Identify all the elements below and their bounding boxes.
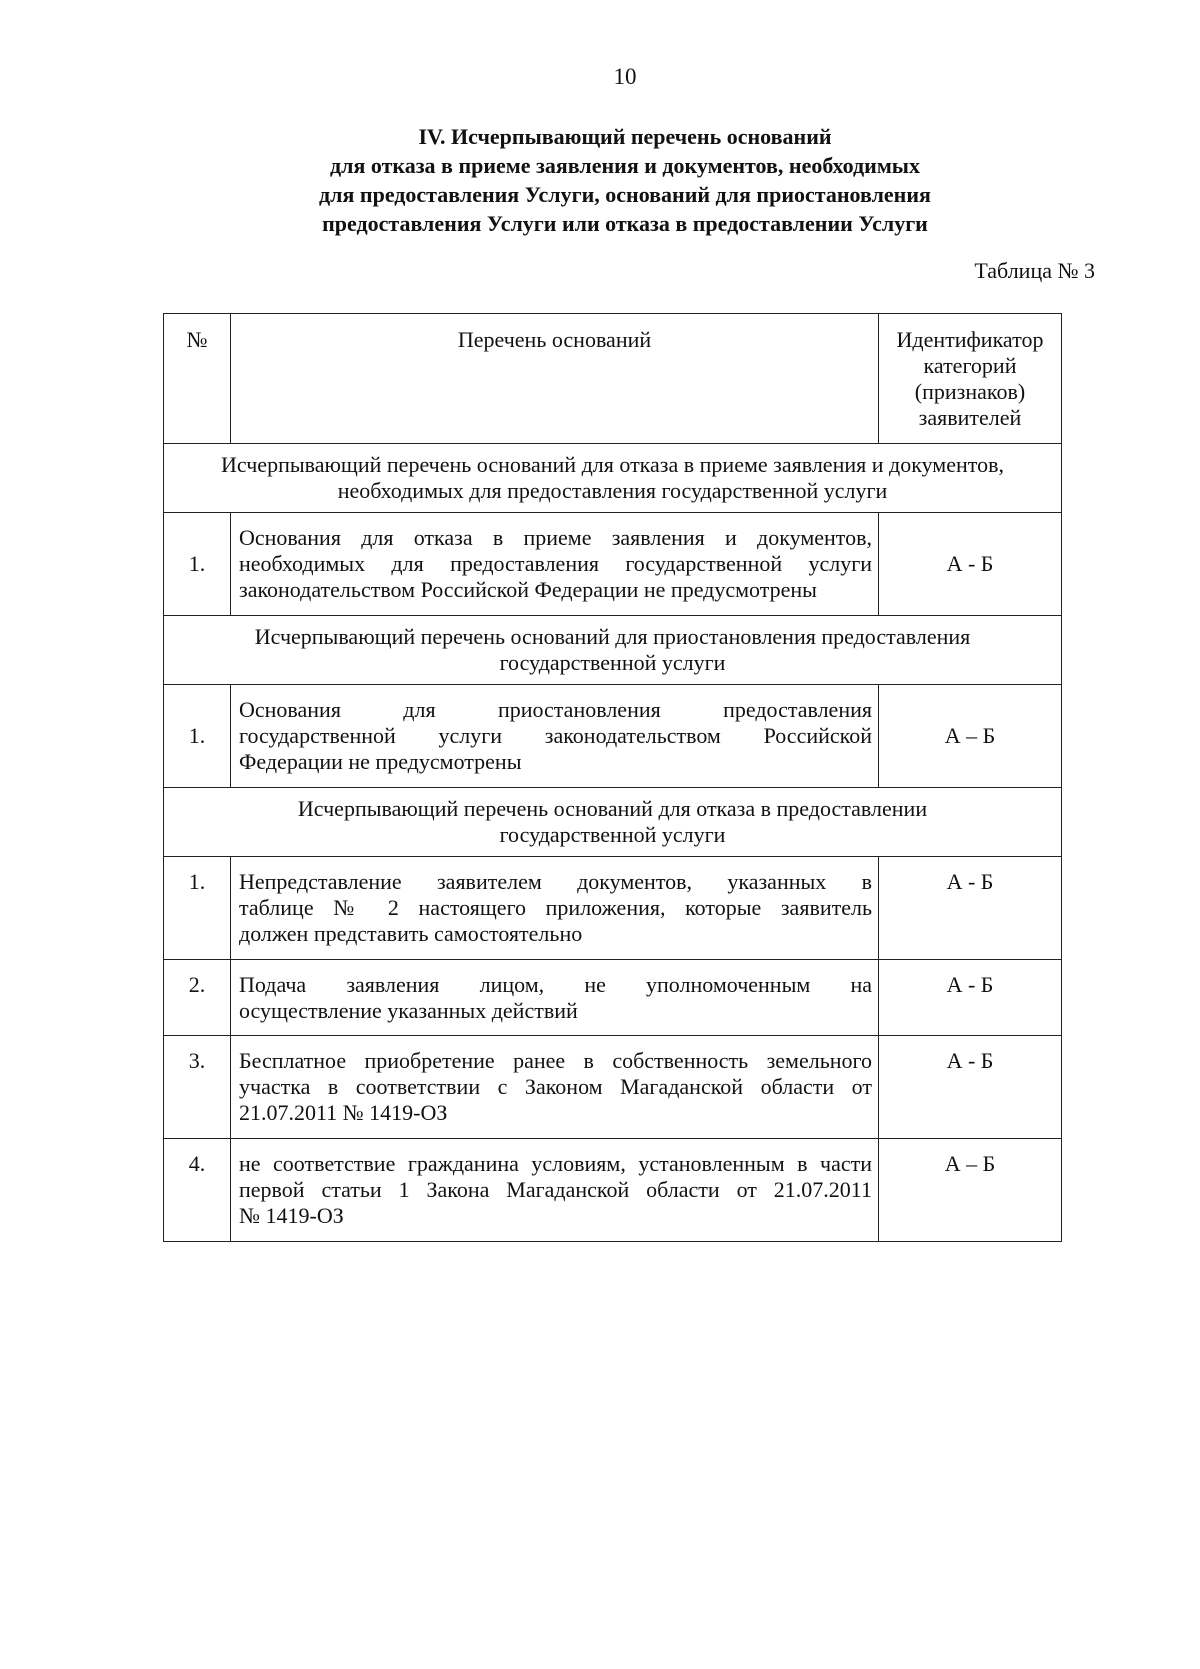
row-text-line: Основания для приостановления предоставления (239, 697, 872, 722)
header-identifier-line: категорий (923, 353, 1017, 378)
row-num: 1. (164, 857, 231, 960)
row-identifier: А – Б (879, 1139, 1062, 1242)
section-title-line: необходимых для предоставления государственной услуги (337, 478, 888, 503)
section-row (164, 444, 1062, 513)
table-caption: Таблица № 3 (974, 258, 1095, 283)
row-num: 3. (164, 1036, 231, 1139)
table-row (164, 1139, 1062, 1242)
row-text (231, 1139, 879, 1242)
row-text-line: необходимых для предоставления государственной услуги (239, 551, 872, 576)
header-identifier-line: заявителей (918, 405, 1022, 430)
row-num: 1. (164, 685, 231, 788)
table-row (164, 1036, 1062, 1139)
section-row (164, 788, 1062, 857)
header-identifier (879, 314, 1062, 444)
row-text (231, 857, 879, 960)
row-identifier: А - Б (879, 513, 1062, 616)
section-title (164, 616, 1062, 685)
heading-line: для предоставления Услуги, оснований для приостановления (319, 182, 931, 207)
row-text-line: первой статьи 1 Закона Магаданской области от 21.07.2011 (239, 1177, 872, 1202)
section-heading (0, 122, 1200, 238)
row-text-line: государственной услуги законодательством Российской (239, 723, 872, 748)
row-text-line: не соответствие гражданина условиям, установленным в части (239, 1151, 872, 1176)
table-row (164, 513, 1062, 616)
row-num: 4. (164, 1139, 231, 1242)
row-text-line: таблице № 2 настоящего приложения, которые заявитель (239, 895, 872, 920)
row-text-line: № 1419-ОЗ (239, 1203, 344, 1228)
section-title-line: Исчерпывающий перечень оснований для приостановления предоставления (254, 624, 971, 649)
header-identifier-line: Идентификатор (896, 327, 1044, 352)
table-row (164, 857, 1062, 960)
row-text-line: должен представить самостоятельно (239, 921, 583, 946)
row-identifier: А – Б (879, 685, 1062, 788)
row-text-line: Бесплатное приобретение ранее в собственность земельного (239, 1048, 872, 1073)
row-text (231, 513, 879, 616)
row-text-line: Основания для отказа в приеме заявления и документов, (239, 525, 872, 550)
section-title-line: Исчерпывающий перечень оснований для отказа в предоставлении (297, 796, 928, 821)
section-title-line: государственной услуги (499, 650, 726, 675)
row-text-line: Федерации не предусмотрены (239, 749, 522, 774)
heading-line: предоставления Услуги или отказа в предоставлении Услуги (322, 211, 928, 236)
header-num: № (164, 314, 231, 444)
row-text-line: законодательством Российской Федерации не предусмотрены (239, 577, 817, 602)
heading-line: IV. Исчерпывающий перечень оснований (418, 124, 832, 149)
table-row (164, 960, 1062, 1036)
section-title-line: государственной услуги (499, 822, 726, 847)
row-text (231, 1036, 879, 1139)
row-identifier: А - Б (879, 1036, 1062, 1139)
row-text-line: осуществление указанных действий (239, 998, 578, 1023)
row-num: 2. (164, 960, 231, 1036)
header-grounds: Перечень оснований (231, 314, 879, 444)
row-identifier: А - Б (879, 960, 1062, 1036)
row-text-line: Непредставление заявителем документов, указанных в (239, 869, 872, 894)
table-header-row (164, 314, 1062, 444)
heading-line: для отказа в приеме заявления и документов, необходимых (329, 153, 920, 178)
section-title-line: Исчерпывающий перечень оснований для отказа в приеме заявления и документов, (221, 452, 1004, 477)
row-text-line: 21.07.2011 № 1419-ОЗ (239, 1100, 448, 1125)
grounds-table (163, 313, 1062, 1242)
row-identifier: А - Б (879, 857, 1062, 960)
row-text (231, 685, 879, 788)
section-title (164, 444, 1062, 513)
section-title (164, 788, 1062, 857)
section-row (164, 616, 1062, 685)
row-text-line: Подача заявления лицом, не уполномоченным на (239, 972, 872, 997)
row-num: 1. (164, 513, 231, 616)
row-text-line: участка в соответствии с Законом Магаданской области от (239, 1074, 872, 1099)
table-row (164, 685, 1062, 788)
row-text (231, 960, 879, 1036)
page-number: 10 (613, 64, 637, 89)
header-identifier-line: (признаков) (914, 379, 1026, 404)
